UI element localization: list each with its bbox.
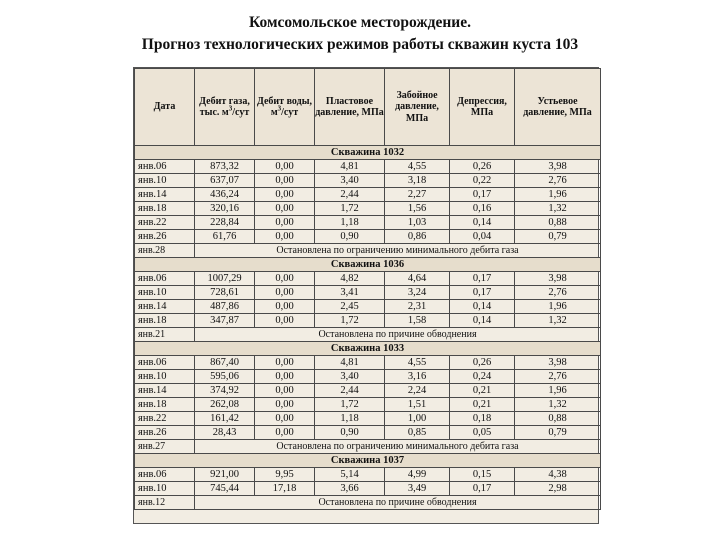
value-cell: 436,24 [195, 188, 255, 202]
table-row [135, 314, 601, 328]
table-body [135, 146, 601, 510]
value-cell: 4,38 [515, 468, 601, 482]
value-cell: 2,44 [315, 188, 385, 202]
value-cell: 1,03 [385, 216, 450, 230]
value-cell: 4,99 [385, 468, 450, 482]
value-cell: 4,55 [385, 160, 450, 174]
date-cell: янв.18 [135, 202, 195, 216]
value-cell: 0,14 [450, 314, 515, 328]
table-row [135, 216, 601, 230]
value-cell: 0,21 [450, 384, 515, 398]
value-cell: 0,86 [385, 230, 450, 244]
value-cell: 1,96 [515, 384, 601, 398]
value-cell: 0,90 [315, 426, 385, 440]
value-cell: 0,17 [450, 286, 515, 300]
table-row [135, 426, 601, 440]
value-cell: 0,00 [255, 174, 315, 188]
value-cell: 61,76 [195, 230, 255, 244]
page-title [0, 12, 720, 56]
value-cell: 4,55 [385, 356, 450, 370]
date-cell: янв.10 [135, 286, 195, 300]
header-gas-label: Дебит газа, тыс. м [199, 95, 250, 118]
value-cell: 921,00 [195, 468, 255, 482]
value-cell: 2,31 [385, 300, 450, 314]
date-cell: янв.10 [135, 370, 195, 384]
value-cell: 487,86 [195, 300, 255, 314]
date-cell: янв.06 [135, 356, 195, 370]
status-note-row [135, 496, 601, 510]
date-cell: янв.10 [135, 174, 195, 188]
value-cell: 0,17 [450, 482, 515, 496]
status-note: Остановлена по ограничению минимального дебита газа [195, 440, 601, 454]
table-row [135, 202, 601, 216]
status-note: Остановлена по ограничению минимального дебита газа [195, 244, 601, 258]
header-water-unit: /сут [281, 107, 299, 118]
date-cell: янв.26 [135, 230, 195, 244]
value-cell: 0,79 [515, 230, 601, 244]
value-cell: 1,00 [385, 412, 450, 426]
value-cell: 0,05 [450, 426, 515, 440]
value-cell: 0,00 [255, 314, 315, 328]
value-cell: 2,76 [515, 370, 601, 384]
date-cell: янв.06 [135, 160, 195, 174]
value-cell: 0,18 [450, 412, 515, 426]
header-wellhead-pressure: Устьевое давление, МПа [515, 69, 601, 146]
value-cell: 4,81 [315, 160, 385, 174]
date-cell: янв.14 [135, 384, 195, 398]
value-cell: 3,66 [315, 482, 385, 496]
table-row [135, 398, 601, 412]
header-date: Дата [135, 69, 195, 146]
well-header-row [135, 454, 601, 468]
header-depression: Депрессия, МПа [450, 69, 515, 146]
status-note-row [135, 440, 601, 454]
header-bottomhole-pressure: Забойное давление, МПа [385, 69, 450, 146]
well-name: Скважина 1033 [135, 342, 601, 356]
value-cell: 1,72 [315, 398, 385, 412]
value-cell: 1,32 [515, 202, 601, 216]
date-cell: янв.26 [135, 426, 195, 440]
value-cell: 0,24 [450, 370, 515, 384]
value-cell: 228,84 [195, 216, 255, 230]
table-row [135, 300, 601, 314]
value-cell: 0,00 [255, 188, 315, 202]
value-cell: 1,96 [515, 300, 601, 314]
value-cell: 3,98 [515, 272, 601, 286]
table-row [135, 188, 601, 202]
value-cell: 3,16 [385, 370, 450, 384]
value-cell: 3,41 [315, 286, 385, 300]
value-cell: 2,76 [515, 174, 601, 188]
well-name: Скважина 1037 [135, 454, 601, 468]
value-cell: 3,40 [315, 174, 385, 188]
table-row [135, 160, 601, 174]
well-name: Скважина 1032 [135, 146, 601, 160]
forecast-table [134, 68, 601, 510]
table-row [135, 468, 601, 482]
table-row [135, 286, 601, 300]
value-cell: 4,82 [315, 272, 385, 286]
status-note-row [135, 244, 601, 258]
value-cell: 1,51 [385, 398, 450, 412]
value-cell: 867,40 [195, 356, 255, 370]
value-cell: 0,00 [255, 300, 315, 314]
value-cell: 1,96 [515, 188, 601, 202]
title-line-1: Комсомольское месторождение. [249, 14, 471, 31]
value-cell: 0,85 [385, 426, 450, 440]
table-row [135, 272, 601, 286]
header-row [135, 69, 601, 146]
table-row [135, 384, 601, 398]
value-cell: 0,88 [515, 412, 601, 426]
well-header-row [135, 146, 601, 160]
value-cell: 0,00 [255, 230, 315, 244]
value-cell: 3,49 [385, 482, 450, 496]
value-cell: 2,76 [515, 286, 601, 300]
date-cell: янв.12 [135, 496, 195, 510]
value-cell: 0,79 [515, 426, 601, 440]
value-cell: 0,16 [450, 202, 515, 216]
value-cell: 728,61 [195, 286, 255, 300]
value-cell: 745,44 [195, 482, 255, 496]
value-cell: 3,24 [385, 286, 450, 300]
value-cell: 4,81 [315, 356, 385, 370]
value-cell: 0,00 [255, 370, 315, 384]
value-cell: 0,00 [255, 398, 315, 412]
status-note: Остановлена по причине обводнения [195, 496, 601, 510]
date-cell: янв.28 [135, 244, 195, 258]
value-cell: 0,00 [255, 412, 315, 426]
value-cell: 0,26 [450, 160, 515, 174]
date-cell: янв.22 [135, 412, 195, 426]
date-cell: янв.14 [135, 188, 195, 202]
forecast-table-sheet [133, 67, 599, 524]
value-cell: 0,22 [450, 174, 515, 188]
table-row [135, 482, 601, 496]
value-cell: 0,15 [450, 468, 515, 482]
value-cell: 262,08 [195, 398, 255, 412]
value-cell: 374,92 [195, 384, 255, 398]
value-cell: 0,00 [255, 216, 315, 230]
status-note: Остановлена по причине обводнения [195, 328, 601, 342]
value-cell: 3,40 [315, 370, 385, 384]
well-header-row [135, 258, 601, 272]
value-cell: 1,32 [515, 398, 601, 412]
value-cell: 595,06 [195, 370, 255, 384]
value-cell: 5,14 [315, 468, 385, 482]
value-cell: 0,00 [255, 384, 315, 398]
header-water-sup: 3 [277, 104, 282, 113]
title-line-2: Прогноз технологических режимов работы скважин куста 103 [141, 36, 579, 53]
value-cell: 637,07 [195, 174, 255, 188]
table-row [135, 412, 601, 426]
table-row [135, 370, 601, 384]
table-row [135, 174, 601, 188]
header-gas-sup: 3 [228, 104, 233, 113]
value-cell: 1,32 [515, 314, 601, 328]
value-cell: 0,00 [255, 426, 315, 440]
well-header-row [135, 342, 601, 356]
value-cell: 17,18 [255, 482, 315, 496]
header-water-label: Дебит воды, м [256, 95, 313, 118]
date-cell: янв.18 [135, 314, 195, 328]
value-cell: 0,00 [255, 202, 315, 216]
table-row [135, 356, 601, 370]
header-water-rate [255, 69, 315, 146]
value-cell: 1,56 [385, 202, 450, 216]
value-cell: 2,27 [385, 188, 450, 202]
value-cell: 1,72 [315, 202, 385, 216]
date-cell: янв.06 [135, 468, 195, 482]
well-name: Скважина 1036 [135, 258, 601, 272]
value-cell: 1,72 [315, 314, 385, 328]
value-cell: 3,18 [385, 174, 450, 188]
date-cell: янв.14 [135, 300, 195, 314]
value-cell: 0,26 [450, 356, 515, 370]
value-cell: 347,87 [195, 314, 255, 328]
value-cell: 1,18 [315, 216, 385, 230]
value-cell: 0,17 [450, 272, 515, 286]
value-cell: 0,14 [450, 216, 515, 230]
value-cell: 3,98 [515, 356, 601, 370]
status-note-row [135, 328, 601, 342]
value-cell: 0,90 [315, 230, 385, 244]
value-cell: 0,88 [515, 216, 601, 230]
header-gas-rate [195, 69, 255, 146]
value-cell: 3,98 [515, 160, 601, 174]
value-cell: 28,43 [195, 426, 255, 440]
value-cell: 2,44 [315, 384, 385, 398]
date-cell: янв.10 [135, 482, 195, 496]
value-cell: 1007,29 [195, 272, 255, 286]
value-cell: 1,58 [385, 314, 450, 328]
value-cell: 0,00 [255, 272, 315, 286]
value-cell: 4,64 [385, 272, 450, 286]
date-cell: янв.22 [135, 216, 195, 230]
value-cell: 0,17 [450, 188, 515, 202]
value-cell: 2,24 [385, 384, 450, 398]
value-cell: 0,00 [255, 160, 315, 174]
value-cell: 0,04 [450, 230, 515, 244]
value-cell: 0,21 [450, 398, 515, 412]
table-row [135, 230, 601, 244]
value-cell: 9,95 [255, 468, 315, 482]
value-cell: 0,00 [255, 356, 315, 370]
date-cell: янв.06 [135, 272, 195, 286]
date-cell: янв.18 [135, 398, 195, 412]
value-cell: 873,32 [195, 160, 255, 174]
date-cell: янв.21 [135, 328, 195, 342]
header-gas-unit: /сут [232, 107, 250, 118]
header-reservoir-pressure: Пластовое давление, МПа [315, 69, 385, 146]
value-cell: 2,45 [315, 300, 385, 314]
value-cell: 2,98 [515, 482, 601, 496]
value-cell: 0,00 [255, 286, 315, 300]
date-cell: янв.27 [135, 440, 195, 454]
value-cell: 1,18 [315, 412, 385, 426]
value-cell: 320,16 [195, 202, 255, 216]
value-cell: 0,14 [450, 300, 515, 314]
value-cell: 161,42 [195, 412, 255, 426]
